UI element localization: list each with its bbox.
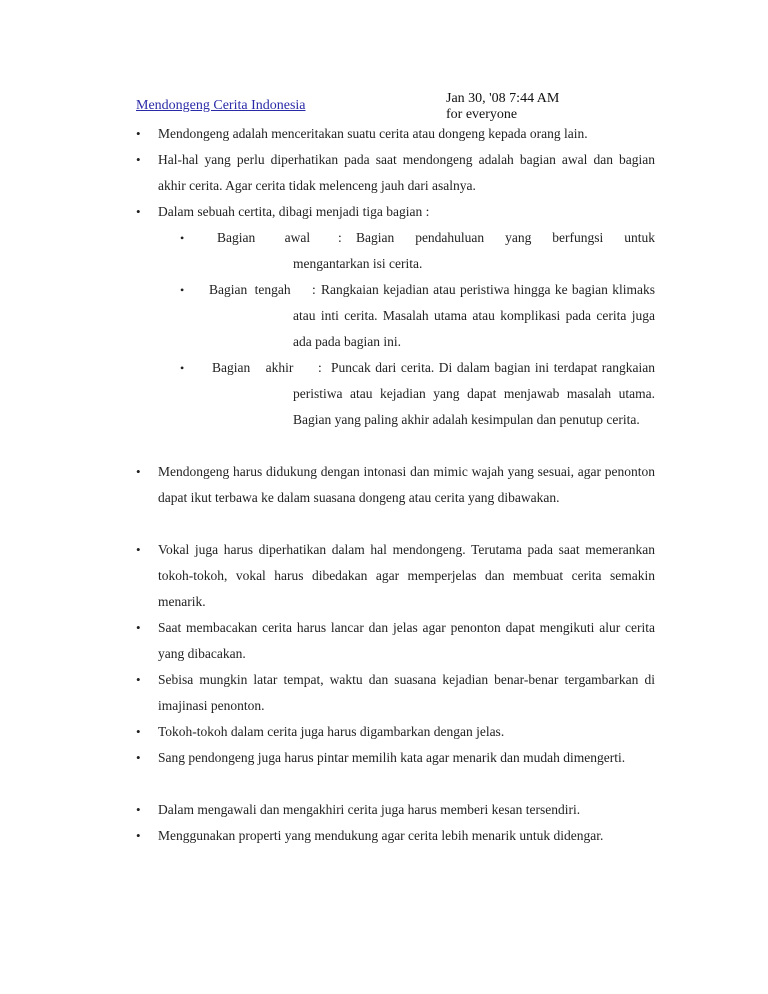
- list-item: Tokoh-tokoh dalam cerita juga harus digambarkan dengan jelas.: [158, 724, 505, 739]
- list-item: Dalam sebuah certita, dibagi menjadi tiga bagian :: [158, 204, 430, 219]
- part-term: Bagian akhir: [212, 360, 294, 375]
- list-item: Saat membacakan cerita harus lancar dan jelas agar penonton dapat mengikuti alur cerita yang dibacakan.: [158, 620, 655, 661]
- list-item: Hal-hal yang perlu diperhatikan pada saat mendongeng adalah bagian awal dan bagian akhir cerita. Agar cerita tidak melenceng jauh dari asalnya.: [158, 152, 655, 193]
- list-item: Vokal juga harus diperhatikan dalam hal mendongeng. Terutama pada saat memerankan tokoh-tokoh, vokal harus dibedakan agar memperjelas dan membuat cerita semakin menarik.: [158, 542, 655, 609]
- bullet-marker: •: [136, 802, 141, 817]
- part-term: Bagian tengah: [209, 282, 291, 297]
- bullet-marker: •: [136, 152, 141, 167]
- post-meta: [446, 91, 559, 123]
- part-colon: :: [318, 360, 322, 375]
- bullet-marker: •: [136, 620, 141, 635]
- part-colon: :: [338, 230, 342, 245]
- part-definition: Bagian pendahuluan yang berfungsi untuk mengantarkan isi cerita.: [293, 230, 655, 271]
- bullet-marker: •: [136, 724, 141, 739]
- bullet-marker: •: [136, 126, 141, 141]
- bullet-marker: •: [136, 204, 141, 219]
- list-item: Sebisa mungkin latar tempat, waktu dan suasana kejadian benar-benar tergambarkan di imajinasi penonton.: [158, 672, 655, 713]
- part-colon: :: [312, 282, 316, 297]
- list-item: Menggunakan properti yang mendukung agar cerita lebih menarik untuk didengar.: [158, 828, 604, 843]
- sub-bullet-marker: •: [180, 361, 185, 375]
- bullet-marker: •: [136, 542, 141, 557]
- bullet-marker: •: [136, 828, 141, 843]
- list-item: Sang pendongeng juga harus pintar memilih kata agar menarik dan mudah dimengerti.: [158, 750, 626, 765]
- bullet-marker: •: [136, 464, 141, 479]
- part-definition: Puncak dari cerita. Di dalam bagian ini terdapat rangkaian peristiwa atau kejadian yang dapat menjawab masalah utama. Bagian yang paling akhir adalah kesimpulan dan penutup cerita.: [293, 360, 655, 427]
- list-item: Mendongeng adalah menceritakan suatu cerita atau dongeng kepada orang lain.: [158, 126, 588, 141]
- list-item: Mendongeng harus didukung dengan intonasi dan mimic wajah yang sesuai, agar penonton dapat ikut terbawa ke dalam suasana dongeng atau cerita yang dibawakan.: [158, 464, 655, 505]
- list-item: Dalam mengawali dan mengakhiri cerita juga harus memberi kesan tersendiri.: [158, 802, 581, 817]
- part-definition: Rangkaian kejadian atau peristiwa hingga ke bagian klimaks atau inti cerita. Masalah utama atau komplikasi pada cerita juga ada pada bagian ini.: [293, 282, 655, 349]
- title-link[interactable]: Mendongeng Cerita Indonesia: [136, 98, 306, 113]
- sub-bullet-marker: •: [180, 283, 185, 297]
- part-term: Bagian awal: [217, 230, 311, 245]
- post-date: Jan 30, '08 7:44 AM: [446, 91, 560, 106]
- post-audience: for everyone: [446, 107, 518, 122]
- bullet-marker: •: [136, 672, 141, 687]
- bullet-marker: •: [136, 750, 141, 765]
- sub-bullet-marker: •: [180, 231, 185, 245]
